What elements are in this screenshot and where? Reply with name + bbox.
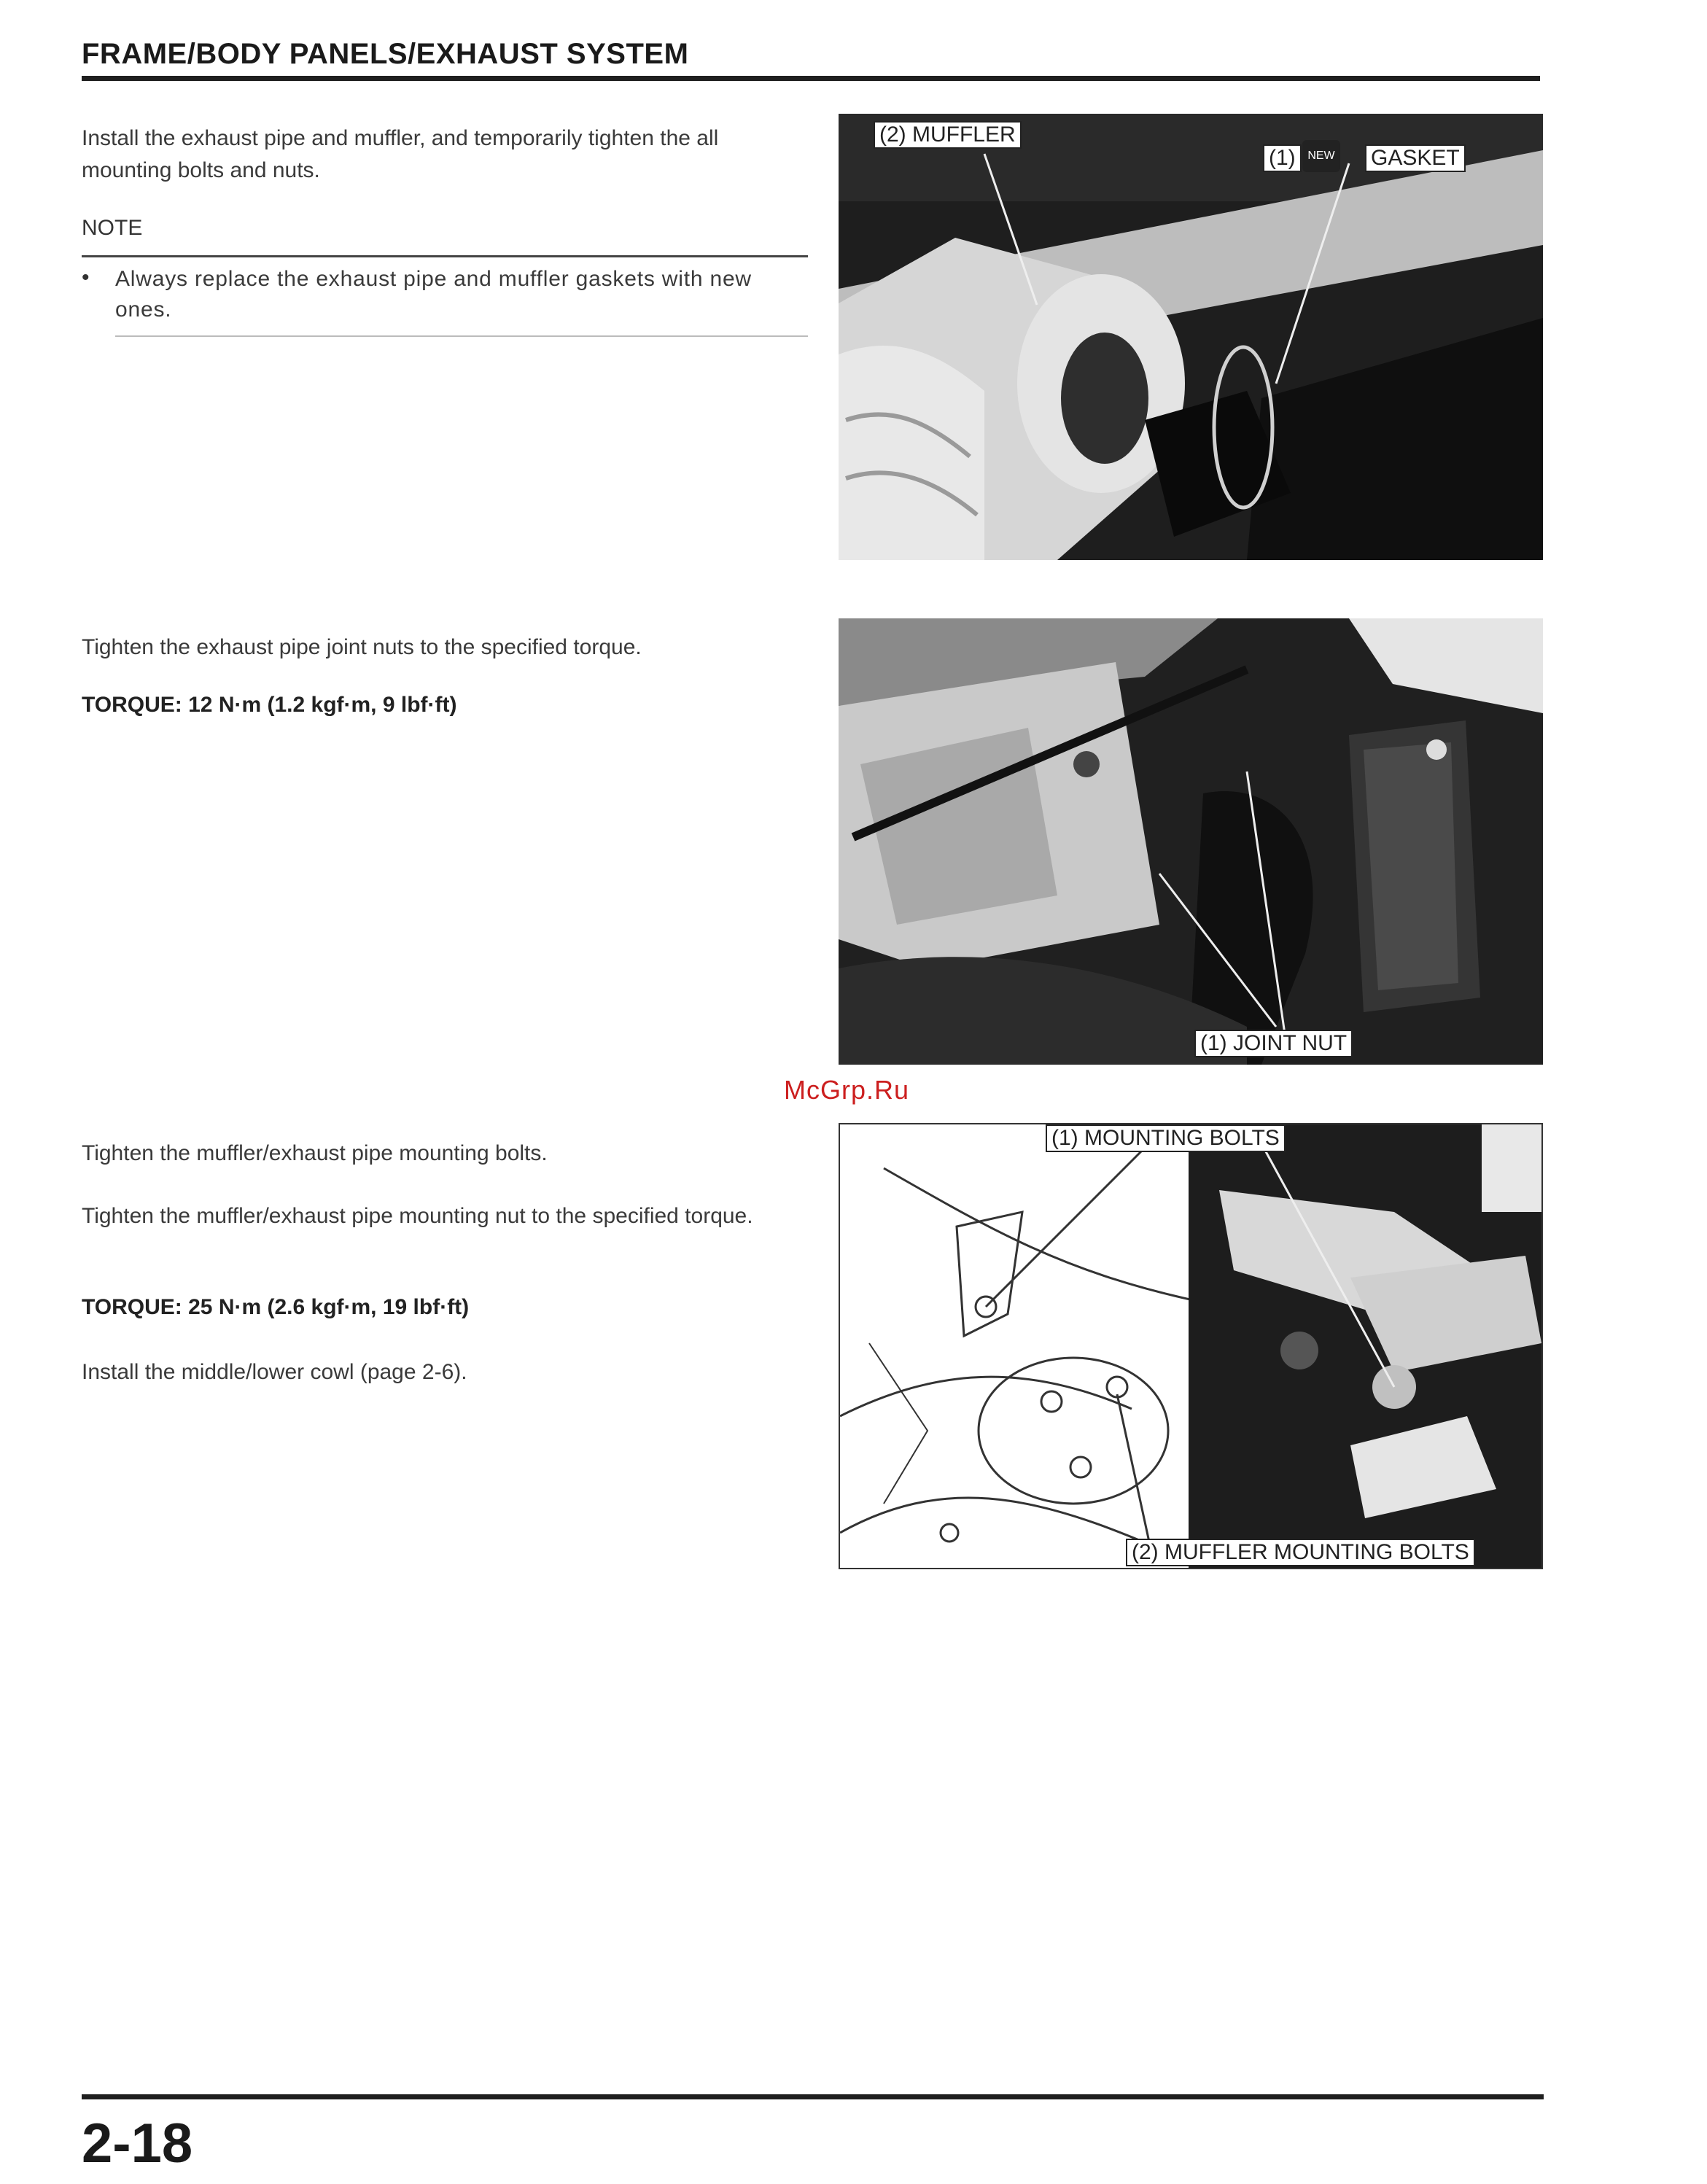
new-part-icon: NEW	[1302, 140, 1340, 172]
tighten-bolts-paragraph: Tighten the muffler/exhaust pipe mounting bolts.	[82, 1141, 548, 1165]
joint-nut-photo	[839, 618, 1543, 1065]
header-rule	[82, 76, 1540, 81]
gasket-callout: GASKET	[1365, 144, 1466, 172]
note-label: NOTE	[82, 216, 143, 240]
tighten-joint-paragraph: Tighten the exhaust pipe joint nuts to the specified torque.	[82, 635, 642, 659]
page-number: 2-18	[82, 2113, 193, 2175]
note-bullet: •	[82, 265, 90, 289]
section-title: FRAME/BODY PANELS/EXHAUST SYSTEM	[82, 38, 689, 70]
mounting-bolts-callout: (1) MOUNTING BOLTS	[1046, 1124, 1286, 1152]
joint-nut-callout: (1) JOINT NUT	[1194, 1030, 1353, 1057]
note-rule-bottom	[115, 335, 808, 337]
footer-rule	[82, 2094, 1544, 2099]
tighten-nut-paragraph: Tighten the muffler/exhaust pipe mounting nut to the specified torque.	[82, 1204, 753, 1228]
note-rule-top	[82, 255, 808, 257]
muffler-gasket-photo	[839, 114, 1543, 560]
gasket-number-callout: (1)	[1263, 144, 1302, 172]
muffler-callout: (2) MUFFLER	[874, 121, 1022, 149]
muffler-mounting-bolts-callout: (2) MUFFLER MOUNTING BOLTS	[1126, 1539, 1475, 1566]
install-paragraph: Install the exhaust pipe and muffler, and temporarily tighten the all mounting bolts and nuts.	[82, 126, 719, 182]
note-item: Always replace the exhaust pipe and muffler gaskets with new ones.	[115, 267, 752, 322]
mounting-bolts-figure	[839, 1123, 1543, 1569]
torque-spec-joint: TORQUE: 12 N·m (1.2 kgf·m, 9 lbf·ft)	[82, 693, 457, 717]
watermark: McGrp.Ru	[784, 1075, 910, 1105]
install-cowl-paragraph: Install the middle/lower cowl (page 2-6).	[82, 1360, 467, 1384]
torque-spec-nut: TORQUE: 25 N·m (2.6 kgf·m, 19 lbf·ft)	[82, 1295, 470, 1319]
